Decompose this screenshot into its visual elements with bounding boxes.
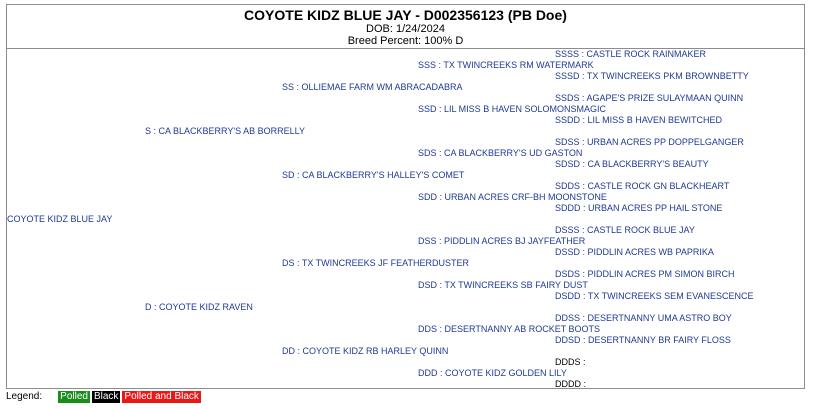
sss[interactable]: SSS : TX TWINCREEKS RM WATERMARK bbox=[418, 60, 594, 70]
legend-polled-and-black: Polled and Black bbox=[124, 391, 199, 402]
dddd: DDDD : bbox=[555, 379, 586, 389]
sssd[interactable]: SSSD : TX TWINCREEKS PKM BROWNBETTY bbox=[555, 71, 749, 81]
pedigree-frame bbox=[6, 4, 805, 389]
dssd[interactable]: DSSD : PIDDLIN ACRES WB PAPRIKA bbox=[555, 247, 714, 257]
legend-polled: Polled bbox=[60, 391, 88, 402]
ssdd[interactable]: SSDD : LIL MISS B HAVEN BEWITCHED bbox=[555, 115, 723, 125]
sds[interactable]: SDS : CA BLACKBERRY'S UD GASTON bbox=[418, 148, 583, 158]
legend-black: Black bbox=[93, 391, 119, 402]
sire-sire[interactable]: SS : OLLIEMAE FARM WM ABRACADABRA bbox=[282, 82, 463, 92]
dsdd[interactable]: DSDD : TX TWINCREEKS SEM EVANESCENCE bbox=[555, 291, 754, 301]
ssds[interactable]: SSDS : AGAPE'S PRIZE SULAYMAAN QUINN bbox=[555, 93, 744, 103]
ssss[interactable]: SSSS : CASTLE ROCK RAINMAKER bbox=[555, 49, 707, 59]
dam-dam[interactable]: DD : COYOTE KIDZ RB HARLEY QUINN bbox=[282, 346, 449, 356]
ddds: DDDS : bbox=[555, 357, 586, 367]
sire-dam[interactable]: SD : CA BLACKBERRY'S HALLEY'S COMET bbox=[282, 170, 465, 180]
animal-title: COYOTE KIDZ BLUE JAY - D002356123 (PB Doe) bbox=[244, 7, 567, 23]
legend-label: Legend: bbox=[6, 391, 43, 402]
breed-percent-text: Breed Percent: 100% D bbox=[347, 35, 464, 47]
sire[interactable]: S : CA BLACKBERRY'S AB BORRELLY bbox=[145, 126, 305, 136]
dsd[interactable]: DSD : TX TWINCREEKS SB FAIRY DUST bbox=[418, 280, 588, 290]
dsss[interactable]: DSSS : CASTLE ROCK BLUE JAY bbox=[555, 225, 695, 235]
dam[interactable]: D : COYOTE KIDZ RAVEN bbox=[145, 302, 253, 312]
dsds[interactable]: DSDS : PIDDLIN ACRES PM SIMON BIRCH bbox=[555, 269, 735, 279]
dob-text: DOB: 1/24/2024 bbox=[366, 23, 445, 35]
legend bbox=[6, 391, 201, 403]
dss[interactable]: DSS : PIDDLIN ACRES BJ JAYFEATHER bbox=[418, 236, 586, 246]
subject-name: COYOTE KIDZ BLUE JAY bbox=[7, 214, 113, 224]
sdsd[interactable]: SDSD : CA BLACKBERRY'S BEAUTY bbox=[555, 159, 709, 169]
ssd[interactable]: SSD : LIL MISS B HAVEN SOLOMONSMAGIC bbox=[418, 104, 607, 114]
sdds[interactable]: SDDS : CASTLE ROCK GN BLACKHEART bbox=[555, 181, 730, 191]
sdss[interactable]: SDSS : URBAN ACRES PP DOPPELGANGER bbox=[555, 137, 744, 147]
pedigree-header bbox=[7, 5, 804, 49]
dam-sire[interactable]: DS : TX TWINCREEKS JF FEATHERDUSTER bbox=[282, 258, 470, 268]
ddd[interactable]: DDD : COYOTE KIDZ GOLDEN LILY bbox=[418, 368, 567, 378]
ddss[interactable]: DDSS : DESERTNANNY UMA ASTRO BOY bbox=[555, 313, 732, 323]
ddsd[interactable]: DDSD : DESERTNANNY BR FAIRY FLOSS bbox=[555, 335, 731, 345]
sdd[interactable]: SDD : URBAN ACRES CRF-BH MOONSTONE bbox=[418, 192, 607, 202]
sddd[interactable]: SDDD : URBAN ACRES PP HAIL STONE bbox=[555, 203, 723, 213]
dds[interactable]: DDS : DESERTNANNY AB ROCKET BOOTS bbox=[418, 324, 601, 334]
